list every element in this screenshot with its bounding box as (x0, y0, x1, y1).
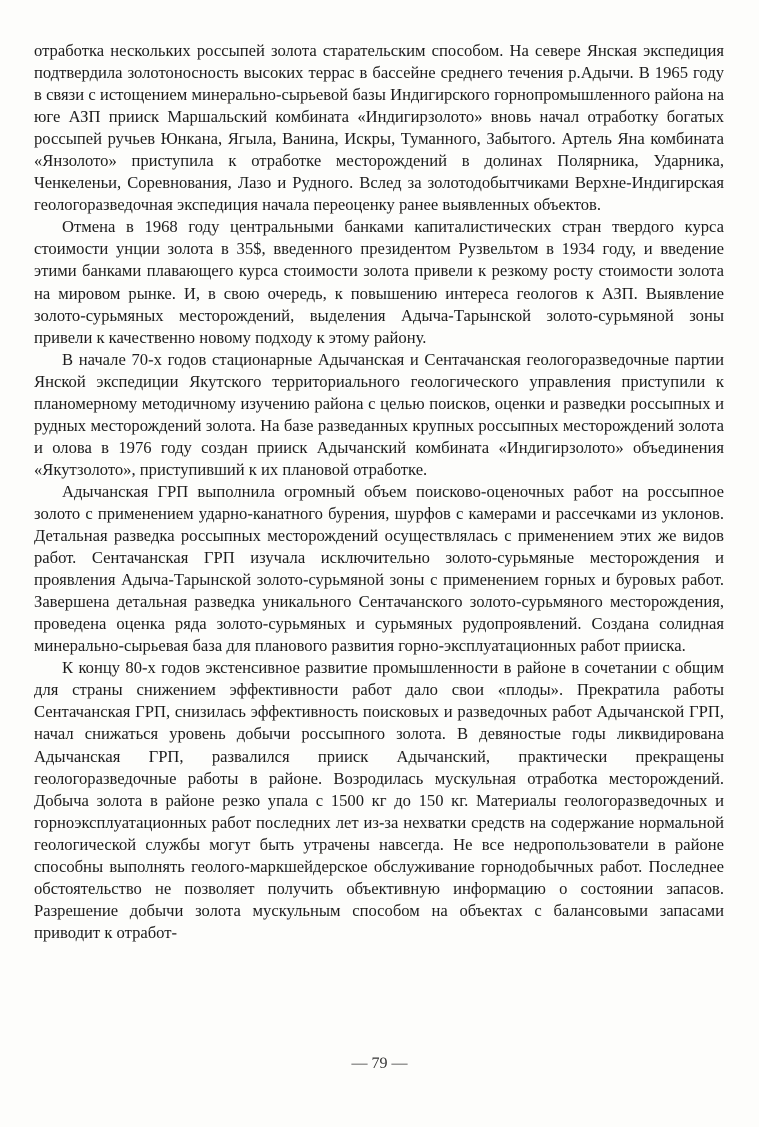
page-number: — 79 — (351, 1055, 408, 1072)
paragraph: Адычанская ГРП выполнила огромный объем поисково-оценочных работ на россыпное золото с применением ударно-канатного бурения, шурфов с камерами и рассечками из уклонов. Детальная разведка россыпных месторождений осуществлялась с применением этих же видов работ. Сентачанская ГРП изучала исключительно золото-сурьмяные месторождения и проявления Адыча-Тарынской золото-сурьмяной зоны с применением горных и буровых работ. Завершена детальная разведка уникального Сентачанского золото-сурьмяного месторождения, проведена оценка ряда золото-сурьмяных и сурьмяных рудопроявлений. Создана солидная минерально-сырьевая база для планового развития горно-эксплуатационных работ прииска. (34, 481, 724, 656)
paragraph-continued: отработка нескольких россыпей золота старательским способом. На севере Янская экспедиция подтвердила золотоносность высоких террас в бассейне среднего течения р.Адычи. В 1965 году в связи с истощением минерально-сырьевой базы Индигирского горнопромышленного района на юге АЗП прииск Маршальский комбината «Индигирзолото» вновь начал отработку богатых россыпей ручьев Юнкана, Ягыла, Ванина, Искры, Туманного, Забытого. Артель Яна комбината «Янзолото» приступила к отработке месторождений в долинах Полярника, Ударника, Ченкеленьи, Соревнования, Лазо и Рудного. Вслед за золотодобытчиками Верхне-Индигирская геологоразведочная экспедиция начала переоценку ранее выявленных объектов. (34, 41, 724, 215)
paragraph: К концу 80-х годов экстенсивное развитие промышленности в районе в сочетании с общим для страны снижением эффективности работ дало свои «плоды». Прекратила работы Сентачанская ГРП, снизилась эффективность поисковых и разведочных работ Адычанской ГРП, начал снижаться уровень добычи россыпного золота. В девяностые годы ликвидирована Адычанская ГРП, развалился прииск Адычанский, практически прекращены геологоразведочные работы в районе. Возродилась мускульная отработка месторождений. Добыча золота в районе резко упала с 1500 кг до 150 кг. Материалы геологоразведочных и горноэксплуатационных работ последних лет из-за нехватки средств на содержание нормальной геологической службы могут быть утрачены навсегда. Не все недропользователи в районе способны выполнять геолого-маркшейдерское обслуживание горнодобычных работ. Последнее обстоятельство не позволяет получить объективную информацию о состоянии запасов. Разрешение добычи золота мускульным способом на объектах с балансовыми запасами приводит к отработ- (34, 658, 724, 942)
paragraph: В начале 70-х годов стационарные Адычанская и Сентачанская геологоразведочные партии Янской экспедиции Якутского территориального геологического управления приступили к планомерному методичному изучению района с целью поисков, оценки и разведки россыпных и рудных месторождений золота. На базе разведанных крупных россыпных месторождений золота и олова в 1976 году создан прииск Адычанский комбината «Индигирзолото» объединения «Якутзолото», приступивший к их плановой отработке. (34, 349, 724, 479)
body-text (34, 40, 724, 944)
paragraph: Отмена в 1968 году центральными банками капиталистических стран твердого курса стоимости унции золота в 35$, введенного президентом Рузвельтом в 1934 году, и введение этими банками плавающего курса стоимости золота привели к резкому росту стоимости золота на мировом рынке. И, в свою очередь, к повышению интереса геологов к АЗП. Выявление золото-сурьмяных месторождений, выделения Адыча-Тарынской золото-сурьмяной зоны привели к качественно новому подходу к этому району. (34, 217, 724, 347)
